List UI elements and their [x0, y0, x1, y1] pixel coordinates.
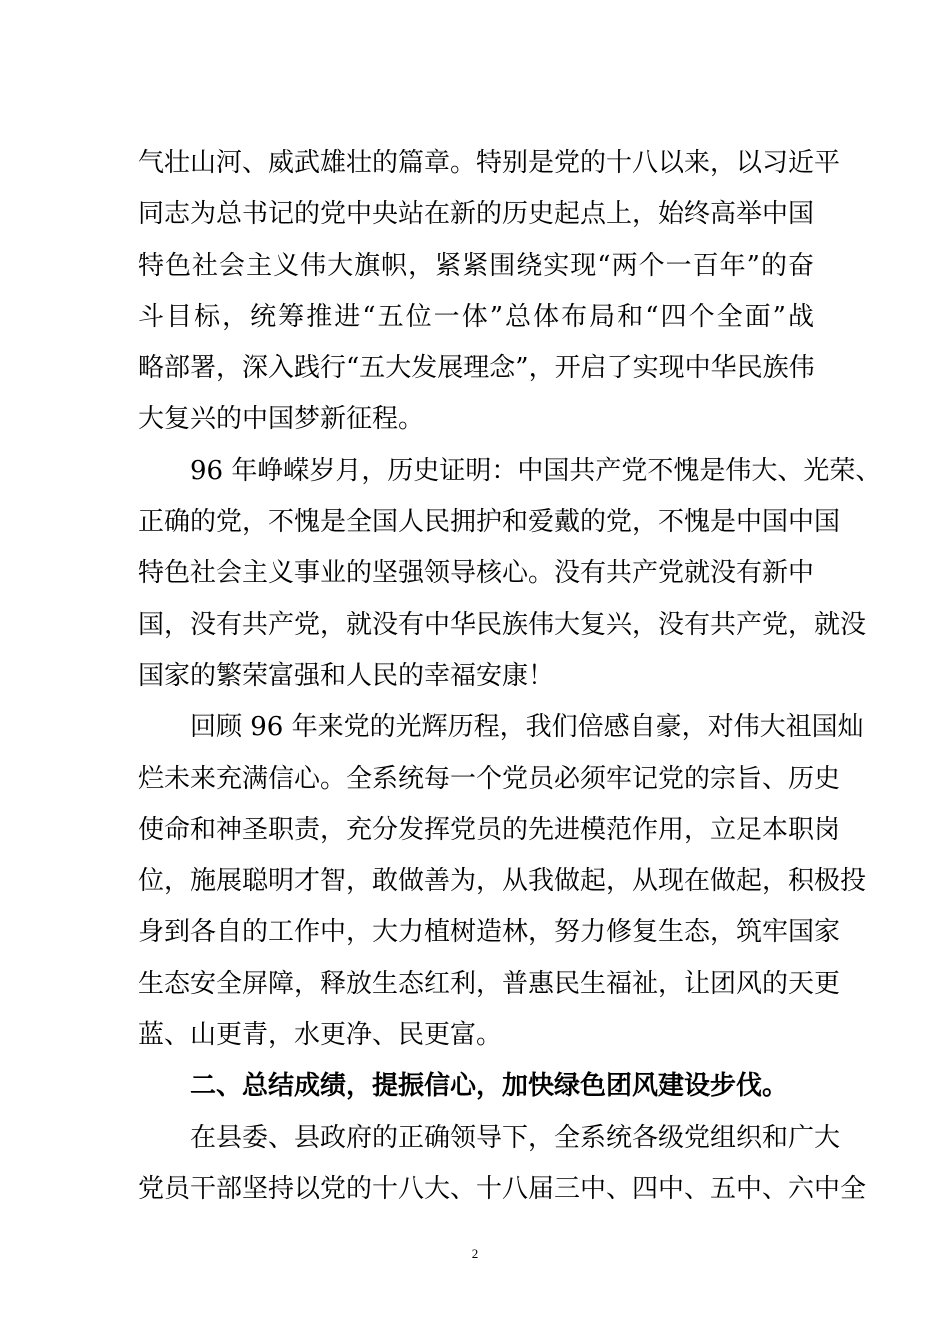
text-line: 回顾 96 年来党的光辉历程，我们倍感自豪，对伟大祖国灿 [190, 712, 864, 743]
text-line: 特色社会主义事业的坚强领导核心。没有共产党就没有新中 [138, 558, 815, 589]
text-line: 国，没有共产党，就没有中华民族伟大复兴，没有共产党，就没 [138, 609, 867, 640]
text-line: 在县委、县政府的正确领导下，全系统各级党组织和广大 [190, 1122, 841, 1153]
text-line: 位，施展聪明才智，敢做善为，从我做起，从现在做起，积极投 [138, 866, 867, 897]
text-line: 烂未来充满信心。全系统每一个党员必须牢记党的宗旨、历史 [138, 763, 841, 794]
text-line: 蓝、山更青，水更净、民更富。 [138, 1020, 503, 1051]
text-line: 正确的党，不愧是全国人民拥护和爱戴的党，不愧是中国中国 [138, 507, 841, 538]
text-line: 96 年峥嵘岁月，历史证明：中国共产党不愧是伟大、光荣、 [190, 455, 882, 486]
page-number: 2 [471, 1246, 479, 1261]
text-line: 国家的繁荣富强和人民的幸福安康！ [138, 660, 555, 691]
text-line: 略部署，深入践行“五大发展理念”，开启了实现中华民族伟 [138, 353, 815, 384]
text-line: 使命和神圣职责，充分发挥党员的先进模范作用，立足本职岗 [138, 814, 841, 845]
text-line: 特色社会主义伟大旗帜，紧紧围绕实现“两个一百年”的奋 [138, 250, 814, 281]
document-body [138, 138, 882, 1215]
text-line: 党员干部坚持以党的十八大、十八届三中、四中、五中、六中全 [138, 1173, 867, 1204]
text-line: 同志为总书记的党中央站在新的历史起点上，始终高举中国 [138, 199, 815, 230]
text-line: 生态安全屏障，释放生态红利，普惠民生福祉，让团风的天更 [138, 968, 841, 999]
text-line: 气壮山河、威武雄壮的篇章。特别是党的十八以来，以习近平 [138, 148, 841, 178]
text-line: 斗目标，统筹推进“五位一体”总体布局和“四个全面”战 [138, 301, 814, 332]
section-heading: 二、总结成绩，提振信心，加快绿色团风建设步伐。 [190, 1071, 789, 1102]
text-line: 大复兴的中国梦新征程。 [138, 404, 425, 435]
text-line: 身到各自的工作中，大力植树造林，努力修复生态，筑牢国家 [138, 917, 841, 948]
